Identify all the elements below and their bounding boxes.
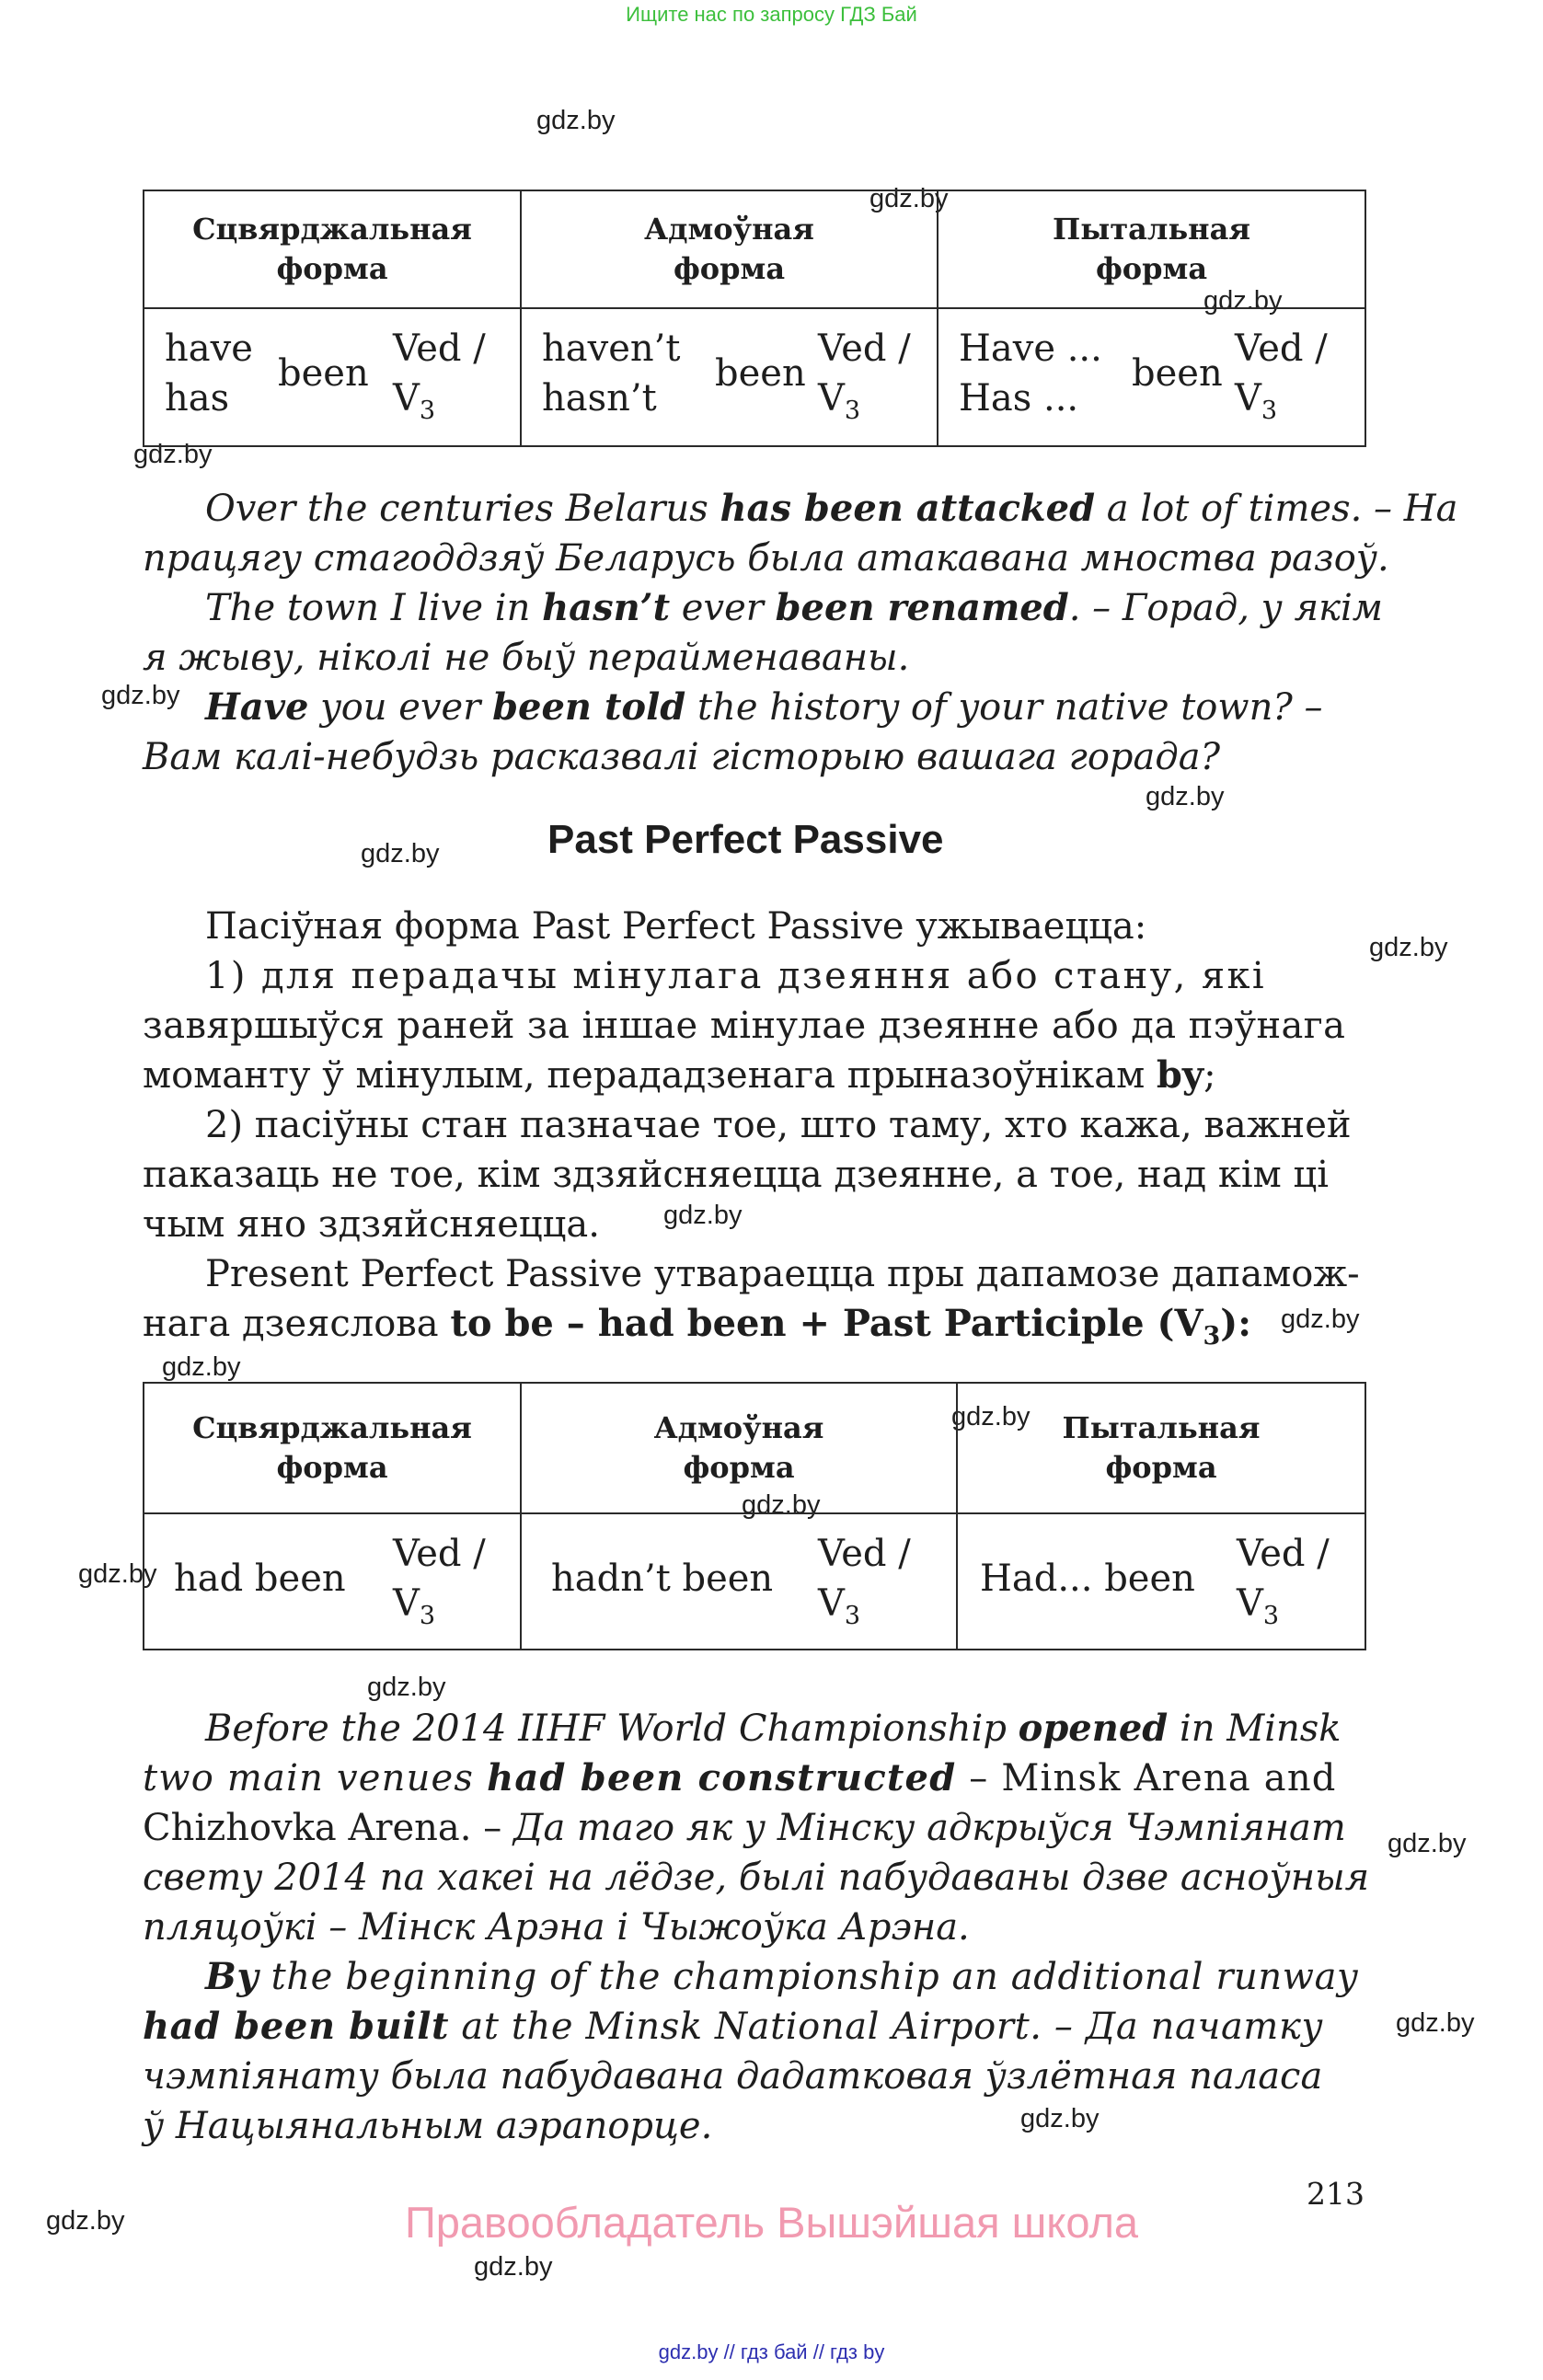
watermark: gdz.by: [1388, 1829, 1467, 1858]
aux-havent: haven’t: [542, 328, 681, 370]
ved: Ved /: [393, 328, 486, 370]
past-perfect-passive-table: [143, 1382, 1366, 1650]
watermark: gdz.by: [1203, 286, 1283, 316]
example-line: ў Нацыянальным аэрапорце.: [143, 2105, 713, 2147]
watermark: gdz.by: [78, 1559, 157, 1589]
watermark: gdz.by: [1146, 782, 1225, 811]
watermark: gdz.by: [1396, 2008, 1475, 2038]
aux-has-q: Has ...: [959, 377, 1079, 420]
watermark: gdz.by: [663, 1201, 743, 1230]
v3: $V_3$: [393, 1582, 436, 1630]
watermark: gdz.by: [536, 106, 616, 135]
aux-hasnt: hasn’t: [542, 377, 657, 420]
example-line: Before the 2014 IIHF World Championship opened in Minsk: [205, 1707, 1341, 1750]
aux-have-q: Have ...: [959, 328, 1102, 370]
been: been: [278, 352, 369, 395]
paragraph-line: нага дзеяслова to be – had been + Past Participle $(V_3)$:: [143, 1302, 1251, 1351]
watermark: gdz.by: [951, 1402, 1031, 1431]
ved: Ved /: [393, 1533, 486, 1575]
header-affirmative: Сцвярджальная форма: [144, 190, 521, 308]
been: been: [715, 352, 806, 395]
paragraph-line: Пасіўная форма Past Perfect Passive ужываецца:: [205, 905, 1147, 948]
watermark: gdz.by: [1281, 1305, 1360, 1334]
paragraph-line: завяршыўся раней за іншае мінулае дзеянне або да пэўнага: [143, 1005, 1346, 1047]
example-line: чэмпіянату была пабудавана дадатковая ўзлётная паласа: [143, 2055, 1323, 2098]
watermark: gdz.by: [162, 1352, 241, 1382]
watermark: gdz.by: [742, 1490, 821, 1520]
been: been: [1132, 352, 1223, 395]
v3: $V_3$: [818, 377, 861, 425]
watermark: gdz.by: [46, 2206, 125, 2236]
top-note: Ищите нас по запросу ГДЗ Бай: [626, 3, 917, 26]
page-number: 213: [1307, 2176, 1365, 2212]
negative-cell: [521, 1513, 957, 1650]
watermark: gdz.by: [869, 184, 949, 213]
example-line: працягу стагоддзяў Беларусь была атакавана мноства разоў.: [143, 537, 1389, 580]
example-line: пляцоўкі – Мінск Арэна і Чыжоўка Арэна.: [143, 1906, 970, 1949]
ved: Ved /: [818, 1533, 911, 1575]
paragraph-line: 1) для перадачы мінулага дзеяння або стану, які: [205, 955, 1267, 997]
aux-had-been-q: Had... been: [980, 1558, 1195, 1600]
example-line: Chizhovka Arena. – Да таго як у Мінску адкрыўся Чэмпіянат: [143, 1807, 1346, 1849]
ved: Ved /: [1237, 1533, 1330, 1575]
negative-cell: [521, 308, 938, 446]
example-line: two main venues had been constructed – Minsk Arena and: [143, 1756, 1337, 1799]
ved: Ved /: [1235, 328, 1328, 370]
example-line: Over the centuries Belarus has been attacked a lot of times. – На: [205, 487, 1458, 530]
example-line: свету 2014 па хакеі на лёдзе, былі пабудаваны дзве асноўныя: [143, 1857, 1370, 1899]
v3: $V_3$: [1237, 1582, 1280, 1630]
watermark: gdz.by: [361, 839, 440, 868]
paragraph-line: Present Perfect Passive утвараецца пры дапамозе дапамож-: [205, 1253, 1360, 1295]
header-negative: Адмоўная форма: [521, 190, 938, 308]
example-line: Have you ever been told the history of your native town? –: [205, 685, 1323, 729]
v3: $V_3$: [1235, 377, 1278, 425]
present-perfect-passive-table: [143, 190, 1366, 447]
affirmative-cell: [144, 1513, 521, 1650]
aux-had-been: had been: [174, 1558, 346, 1600]
v3: $V_3$: [818, 1582, 861, 1630]
section-heading: Past Perfect Passive: [547, 817, 944, 862]
paragraph-line: моманту ў мінулым, перададзенага прыназоўнікам by;: [143, 1053, 1216, 1097]
question-cell: [938, 308, 1365, 446]
paragraph-line: паказаць не тое, кім здзяйсняецца дзеянне, а тое, над кім ці: [143, 1154, 1329, 1196]
paragraph-line: 2) пасіўны стан пазначае тое, што таму, хто кажа, важней: [205, 1104, 1352, 1146]
copyright-owner: Правообладатель Вышэйшая школа: [404, 2198, 1139, 2247]
watermark: gdz.by: [133, 440, 213, 469]
example-line: had been built at the Minsk National Airport. – Да пачатку: [143, 2005, 1324, 2048]
watermark: gdz.by: [101, 681, 180, 710]
header-question: Пытальная форма: [957, 1383, 1365, 1513]
aux-has: has: [165, 377, 230, 420]
header-negative: Адмоўная форма: [521, 1383, 957, 1513]
v3: $V_3$: [393, 377, 436, 425]
aux-have: have: [165, 328, 253, 370]
header-affirmative: Сцвярджальная форма: [144, 1383, 521, 1513]
affirmative-cell: [144, 308, 521, 446]
paragraph-line: чым яно здзяйсняецца.: [143, 1203, 600, 1246]
watermark: gdz.by: [474, 2252, 553, 2282]
header-question: Пытальная форма: [938, 190, 1365, 308]
watermark: gdz.by: [1369, 933, 1448, 962]
aux-hadnt-been: hadn’t been: [551, 1558, 774, 1600]
ved: Ved /: [818, 328, 911, 370]
bottom-note: gdz.by // гдз бай // гдз by: [658, 2340, 885, 2363]
example-line: By the beginning of the championship an additional runway: [205, 1955, 1359, 1998]
question-cell: [957, 1513, 1365, 1650]
watermark: gdz.by: [367, 1673, 446, 1702]
example-line: Вам калі-небудзь расказвалі гісторыю вашага горада?: [143, 736, 1221, 778]
example-line: The town I live in hasn’t ever been renamed. – Горад, у якім: [205, 586, 1383, 629]
example-line: я жыву, ніколі не быў перайменаваны.: [143, 637, 910, 679]
watermark: gdz.by: [1020, 2104, 1100, 2133]
